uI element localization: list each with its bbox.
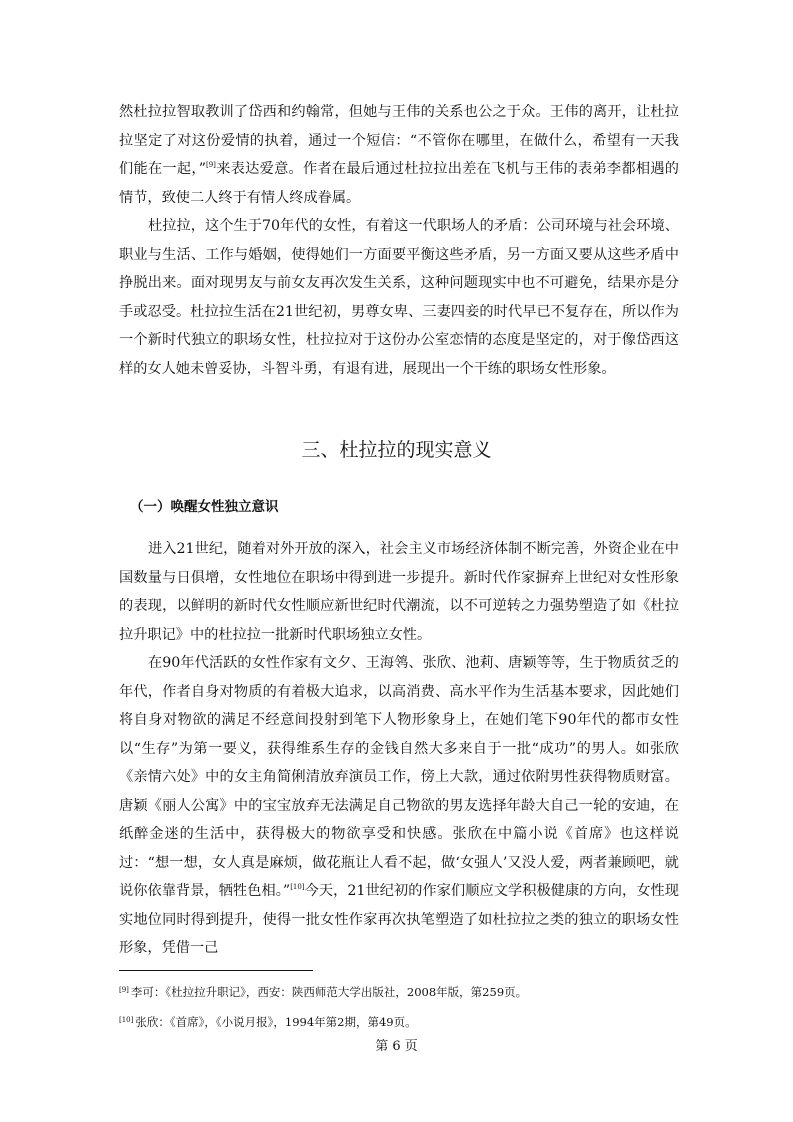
body-text-upper [119,98,679,383]
footnote-text: 李可：《杜拉拉升职记》，西安：陕西师范大学出版社，2008年版，第259页。 [130,985,528,999]
body-paragraph [119,535,679,649]
footnote-reference: [10] [290,883,305,891]
paragraph-text: 来表达爱意。作者在最后通过杜拉拉出差在飞机与王伟的表弟李都相遇的情节，致使二人终于有情人终成眷属。 [119,161,679,206]
paragraph-text: 在90年代活跃的女性作家有文夕、王海鸰、张欣、池莉、唐颖等等，生于物质贫乏的年代，作者自身对物质的有着极大追求，以高消费、高水平作为生活基本要求，因此她们将自身对物欲的满足不经意间投射到笔下人物形象身上，在她们笔下90年代的都市女性以“生存”为第一要义，获得维系生存的金钱自然大多来自于一批“成功”的男人。如张欣《亲情六处》中的女主角简俐清放弃演员工作，傍上大款，通过依附男性获得物质财富。唐颖《丽人公寓》中的宝宝放弃无法满足自己物欲的男友选择年龄大自己一轮的安迪，在纸醉金迷的生活中，获得极大的物欲享受和快感。张欣在中篇小说《首席》也这样说过：“想一想，女人真是麻烦，做花瓶让人看不起，做‘女强人’又没人爱，两者兼顾吧，就说你依靠背景，牺牲色相。” [119,655,679,899]
footnote-reference: [9] [205,161,216,169]
body-paragraph [119,212,679,383]
body-paragraph [119,98,679,212]
paragraph-text: 进入21世纪，随着对外开放的深入，社会主义市场经济体制不断完善，外资企业在中国数量与日俱增，女性地位在职场中得到进一步提升。新时代作家摒弃上世纪对女性形象的表现，以鲜明的新时代女性顺应新世纪时代潮流，以不可逆转之力强势塑造了如《杜拉拉升职记》中的杜拉拉一批新时代职场独立女性。 [119,541,679,643]
footnote-divider [119,970,313,971]
body-paragraph [119,649,679,963]
footnote-marker: [10] [119,1016,134,1024]
section-title: 三、杜拉拉的现实意义 [301,439,492,461]
footnote-text: 张欣：《首席》，《小说月报》，1994年第2期，第49页。 [135,1015,417,1029]
footnote-9 [119,983,679,999]
paragraph-text: 然杜拉拉智取教训了岱西和约翰常，但她与王伟的关系也公之于众。王伟的离开，让杜拉拉坚定了对这份爱情的执着，通过一个短信：“不管你在哪里，在做什么，希望有一天我们能在一起，” [119,104,679,177]
footnotes [119,983,679,1043]
paragraph-text: 今天，21世纪初的作家们顺应文学积极健康的方向，女性现实地位同时得到提升，使得一批女性作家再次执笔塑造了如杜拉拉之类的独立的职场女性形象，凭借一己 [119,883,679,956]
subsection-title: （一）唤醒女性独立意识 [130,499,279,515]
footnote-marker: [9] [119,986,129,994]
paragraph-text: 杜拉拉，这个生于70年代的女性，有着这一代职场人的矛盾：公司环境与社会环境、职业与生活、工作与婚姻，使得她们一方面要平衡这些矛盾，另一方面又要从这些矛盾中挣脱出来。面对现男友与前女友再次发生关系，这种问题现实中也不可避免，结果亦是分手或忍受。杜拉拉生活在21世纪初，男尊女卑、三妻四妾的时代早已不复存在，所以作为一个新时代独立的职场女性，杜拉拉对于这份办公室恋情的态度是坚定的，对于像岱西这样的女人她未曾妥协，斗智斗勇，有退有进，展现出一个干练的职场女性形象。 [119,218,679,377]
body-text-lower [119,535,679,963]
page-number: 第 6 页 [375,1039,418,1054]
footnote-10 [119,1013,679,1029]
